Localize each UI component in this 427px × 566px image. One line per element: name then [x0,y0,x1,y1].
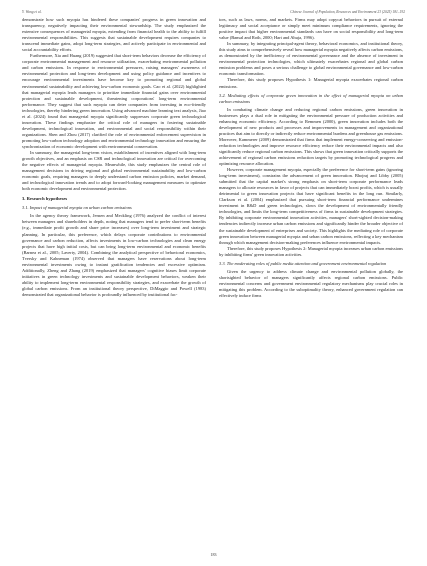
paragraph: In combating climate change and reducing regional carbon emissions, green innovation in businesses plays a dual role in mitigating the environmental pressure of production activities and enhancing economic efficiency. According to Remmen (2000), green innovation includes both the development of new products and processes and improvements in management and organizational practices that aim to directly or indirectly reduce environmental burdens and greenhouse gas emissions. Moreover, Kammerer (2009) demonstrated that firms that implement energy-conserving and emission-reduction technologies and improve resource efficiency reduce their environmental impacts and also significantly reduce regional carbon emissions. This shows that green innovation critically supports the achievement of regional carbon emissions reduction targets by promoting technological progress and optimizing resource allocation. [219,106,403,166]
page-number: 183 [210,552,217,557]
hypothesis-2-paragraph: Therefore, this study proposes Hypothesis 2: Managerial myopia increases urban carbon emissions by inhibiting firms' green innovation activities. [219,245,403,257]
section-heading: 3. Research hypotheses [22,196,68,202]
paragraph: In summary, by integrating principal-agent theory, behavioral economics, and institutional theory, this study aims to comprehensively reveal how managerial myopia negatively affects carbon emissions, as demonstrated by the inefficiency of environmental governance and the absence of investment in environmental protection technologies, which ultimately exacerbates regional and global carbon emission problems and poses a serious challenge to global environmental governance and low-carbon economic transformation. [219,41,403,77]
paragraph: However, corporate management myopia, especially the preference for short-term gains (ignoring long-term investment), constrains the advancement of green innovation. Bhojraj and Libby (2005) submitted that the capital market's strong emphasis on short-term corporate performance leads managers to allocate resources in favor of projects that can immediately boost profits, which is usually detrimental to green innovation projects that have significant benefits in the long run. Similarly, Clarkson et al. (2004) emphasized that pursuing short-term financial performance undermines investment in R&D and green technologies, slows the development of environmentally friendly technologies, and limits the long-term competitiveness of firms in sustainable development strategies. By inhibiting corporate environmental innovation activities, managers' short-sighted decision-making tendencies indirectly increase urban carbon emissions and significantly hinder the broader objective of the sustainable development of enterprises and society. This highlights the mediating role of corporate green innovation between managerial myopia and urban carbon emissions, reflecting a key mechanism through which management decision-making preferences influence environmental impacts. [219,167,403,245]
running-header-authors: Y. Wang et al. [22,10,42,14]
paragraph: In the agency theory framework, Jensen and Meckling (1976) analyzed the conflict of interest between managers and shareholders in depth, noting that managers tend to prefer short-term benefits (e.g., immediate profit growth and share price increases) over long-term investment and strategic planning. In particular, this preference, which delays corporate contributions to environmental governance and carbon reduction, affects investments in low-carbon technologies and clean energy projects that have high initial costs, but can bring long-term environmental and economic benefits (Barnea et al., 2005; Laverty, 2004). Combining the analytical perspective of behavioral economics, Tversky and Kahneman (1974) observed that managers have reservations about long-term environmental investments owing to instant gratification tendencies and excessive optimism. Additionally, Zheng and Zhang (2019) emphasized that managers' cognitive biases limit corporate initiatives in green technology investments and sustainable development behaviors, weaken their ability to implement long-term environmental responsibility strategies, and exacerbate the growth of global carbon emissions. From an institutional theory perspective, DiMaggio and Powell (1983) demonstrated that organizational behavior is profoundly influenced by institutional fac- [22,213,206,297]
paragraph: demonstrate how such myopia has hindered these companies' progress in green innovation and transparency, negatively impacting their environmental stewardship. The study emphasized the extensive consequences of managerial myopia, extending from financial health to the ability to fulfill environmental responsibilities. This suggests that sustainable development requires companies to transcend immediate gains, adopt long-term strategies, and actively participate in environmental and social accountability efforts. [22,17,206,53]
paragraph: Given the urgency to address climate change and environmental pollution globally, the shortsighted behavior of managers significantly affects regional carbon emissions. Public environmental concerns and government environmental regulatory mechanisms play crucial roles in mitigating this problem. According to the suboptimality theory, enhanced government regulation can effectively induce firms [219,268,403,298]
left-column [22,17,206,298]
paragraph: In summary, the managerial long-term vision, establishment of incentives aligned with long-term growth objectives, and an emphasis on CSR and technological innovation are critical for overcoming the negative effects of managerial myopia. Meanwhile, this study emphasizes the central role of management decisions in driving regional and global environmental sustainability and low-carbon economic goals, requiring managers to deeply understand carbon emission policies, market demand, and technological innovation trends and to adopt forward-looking management measures to optimize both economic development and environmental protection. [22,150,206,192]
paragraph: Furthermore, Xia and Huang (2019) suggested that short-term behaviors decrease the efficiency of corporate environmental management and resource utilization, exacerbating environmental pollution and carbon emissions. In response to environmental pressures, raising managers' awareness of environmental protection and long-term development and using policy guidance and incentives to encourage environmental investments have become key to promoting regional and global environmental sustainability and achieving low-carbon economic goals. Cao et al. (2022) highlighted that managerial myopia leads managers to prioritize immediate financial gains over environmental protection and sustainable development, threatening corporations' long-term environmental performance. They suggest that such myopia can deter companies from investing in eco-friendly technologies, thereby hindering green innovation. Using advanced machine learning text analysis, Jiao et al. (2024) found that managerial myopia significantly suppresses corporate green technological innovation. These findings emphasize the critical role of managers in fostering sustainable development, technological innovation, and environmental and social responsibility within their organizations. Shen and Zhou (2017) clarified the role of environmental enforcement supervision in promoting low-carbon technology adoption and environmental technology innovation and ensuring the synchronization of economic development with environmental conservation. [22,53,206,149]
right-column [219,17,403,299]
paragraph: tors, such as laws, norms, and markets. Firms may adopt copycat behaviors in pursuit of external legitimacy and social acceptance or simply meet minimum compliance requirements, ignoring the positive impact that higher environmental standards can have on social responsibility and long-term value (Bansal and Roth, 2000; Hart and Ahuja, 1996). [219,17,403,41]
subsection-heading: 3.2. Mediating effects of corporate green innovation in the effect of managerial myopia on urban carbon emissions [219,92,403,104]
subsection-heading: 3.3. The moderating roles of public media attention and government environmental regulation [219,260,387,266]
hypothesis-1-paragraph: Therefore, this study proposes Hypothesis 1: Managerial myopia exacerbates regional carbon emissions. [219,77,403,89]
subsection-heading: 3.1. Impact of managerial myopia on urban carbon emissions [22,205,132,211]
running-header-journal: Chinese Journal of Population, Resources and Environment 23 (2025) 181–192 [290,10,405,14]
